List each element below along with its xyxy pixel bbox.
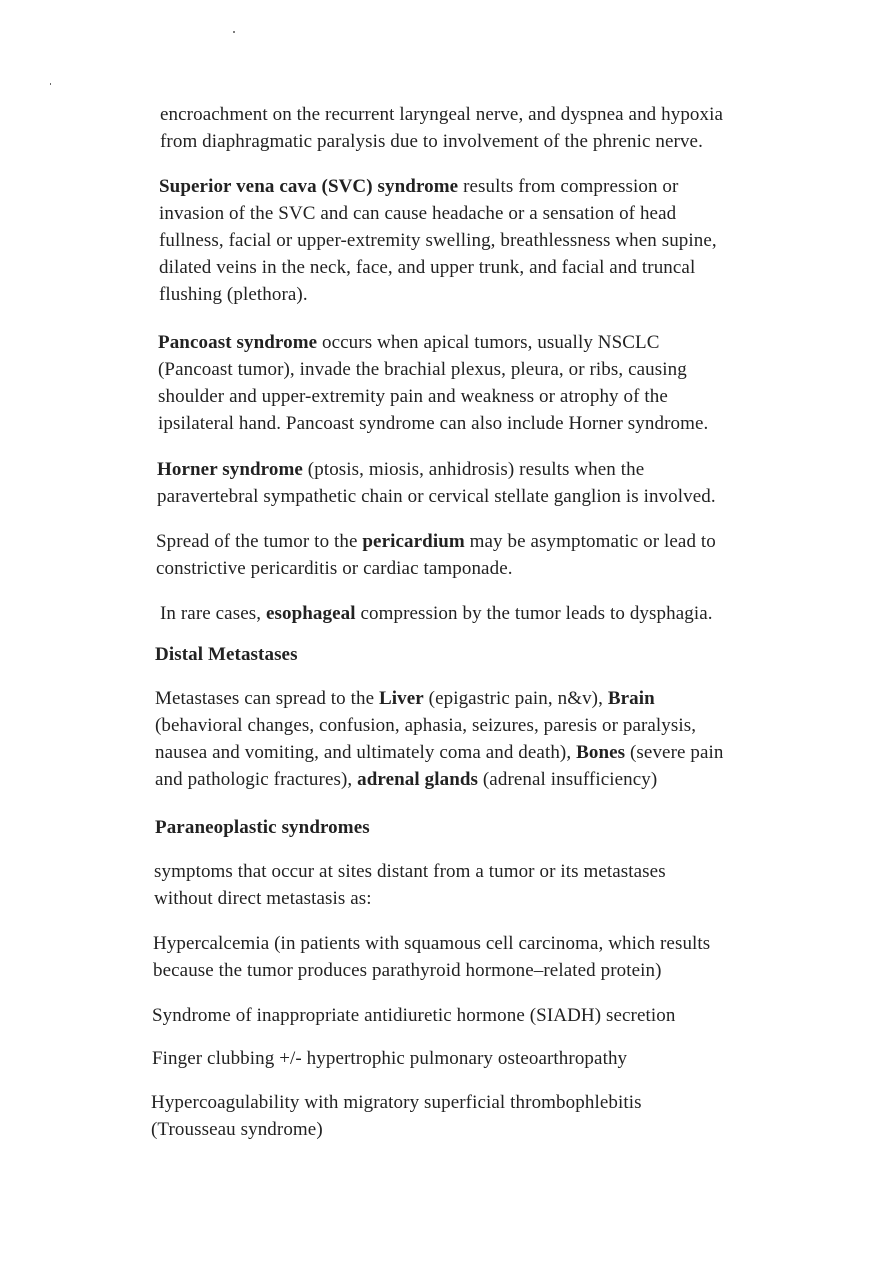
term-svc-syndrome: Superior vena cava (SVC) syndrome (159, 176, 459, 197)
paragraph-paraneoplastic-intro: symptoms that occur at sites distant from a tumor or its metastases without direct metastasis as: (154, 861, 666, 909)
term-pericardium: pericardium (362, 531, 465, 552)
paragraph-finger-clubbing: Finger clubbing +/- hypertrophic pulmonary osteoarthropathy (152, 1048, 628, 1069)
paragraph-siadh: Syndrome of inappropriate antidiuretic hormone (SIADH) secretion (152, 1005, 676, 1026)
scan-speck (233, 31, 235, 33)
paragraph-pericardium: Spread of the tumor to the pericardium may be asymptomatic or lead to constrictive pericarditis or cardiac tamponade. (156, 531, 716, 579)
paragraph-pancoast-syndrome: Pancoast syndrome occurs when apical tumors, usually NSCLC (Pancoast tumor), invade the brachial plexus, pleura, or ribs, causing shoulder and upper-extremity pain and weakness or atrophy of the ipsilateral hand. Pancoast syndrome can also include Horner syndrome. (158, 332, 709, 434)
heading-paraneoplastic-syndromes: Paraneoplastic syndromes (155, 817, 370, 838)
term-liver: Liver (378, 688, 424, 709)
term-bones: Bones (576, 742, 626, 763)
paragraph-recurrent-laryngeal: encroachment on the recurrent laryngeal nerve, and dyspnea and hypoxia from diaphragmatic paralysis due to involvement of the phrenic nerve. (160, 104, 724, 152)
paragraph-svc-syndrome: Superior vena cava (SVC) syndrome results from compression or invasion of the SVC and can cause headache or a sensation of head fullness, facial or upper-extremity swelling, breathlessness when supine, dilated veins in the neck, face, and upper trunk, and facial and truncal flushing (plethora). (159, 176, 717, 305)
paragraph-esophageal: In rare cases, esophageal compression by the tumor leads to dysphagia. (160, 603, 713, 624)
term-esophageal: esophageal (265, 603, 356, 624)
heading-distal-metastases: Distal Metastases (155, 644, 298, 665)
term-adrenal-glands: adrenal glands (357, 769, 479, 790)
paragraph-distal-metastases: Metastases can spread to the Liver (epigastric pain, n&v), Brain (behavioral changes, confusion, aphasia, seizures, paresis or paralysis, nausea and vomiting, and ultimately coma and death), Bones (severe pain and pathologic fractures), adrenal glands (adrenal insufficiency) (155, 688, 724, 790)
term-pancoast-syndrome: Pancoast syndrome (158, 332, 318, 353)
paragraph-horner-syndrome: Horner syndrome (ptosis, miosis, anhidrosis) results when the paravertebral sympathetic chain or cervical stellate ganglion is involved. (157, 459, 716, 507)
term-horner-syndrome: Horner syndrome (157, 459, 303, 480)
paragraph-trousseau: Hypercoagulability with migratory superficial thrombophlebitis (Trousseau syndrome) (151, 1092, 642, 1140)
scan-speck (50, 83, 51, 85)
term-brain: Brain (607, 688, 655, 709)
paragraph-hypercalcemia: Hypercalcemia (in patients with squamous cell carcinoma, which results because the tumor produces parathyroid hormone–related protein) (153, 933, 711, 981)
